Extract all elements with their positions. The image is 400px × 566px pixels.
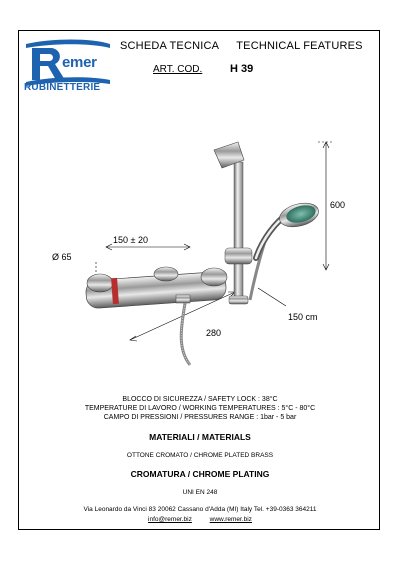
title-english: TECHNICAL FEATURES [236, 40, 363, 52]
spec-safety-lock: BLOCCO DI SICUREZZA / SAFETY LOCK : 38°C [122, 396, 278, 403]
materials-item: OTTONE CROMATO / CHROME PLATED BRASS [126, 452, 274, 459]
article-code-label: ART. COD. [153, 64, 203, 75]
brand-name: emer [62, 54, 97, 71]
dimension-width: 280 [206, 328, 222, 338]
plating-item: UNI EN 248 [182, 489, 218, 496]
company-address: Via Leonardo da Vinci 83 20062 Cassano d'Adda (MI) Italy Tel. +39-0363 364211 [83, 506, 317, 513]
spec-working-temperatures: TEMPERATURE DI LAVORO / WORKING TEMPERATURES : 5°C - 80°C [84, 405, 316, 412]
email-link[interactable]: info@remer.biz [148, 516, 192, 523]
dimension-diameter: Ø 65 [52, 252, 72, 262]
website-link[interactable]: www.remer.biz [209, 516, 252, 523]
article-code: H 39 [230, 63, 254, 75]
plating-title: CROMATURA / CHROME PLATING [130, 469, 270, 479]
spec-pressure-range: CAMPO DI PRESSIONI / PRESSURES RANGE : 1bar - 5 bar [103, 414, 297, 421]
brand-subtitle: RUBINETTERIE [24, 82, 101, 93]
dimension-spacing: 150 ± 20 [113, 235, 148, 245]
title-italian: SCHEDA TECNICA [120, 40, 220, 52]
dimension-hose: 150 cm [288, 312, 318, 322]
materials-title: MATERIALI / MATERIALS [149, 432, 251, 442]
contact-links [0, 516, 400, 523]
dimension-height: 600 [330, 200, 346, 210]
